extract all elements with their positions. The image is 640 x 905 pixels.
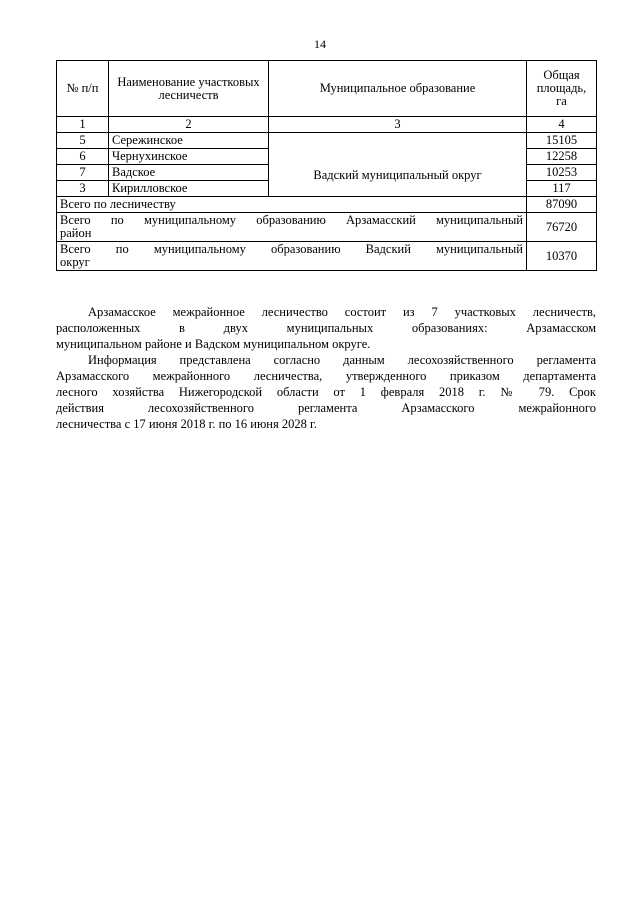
col-number: 3 xyxy=(269,117,527,133)
row-area: 117 xyxy=(527,181,597,197)
table-row xyxy=(57,133,597,149)
row-num: 5 xyxy=(57,133,109,149)
total-label: Всего по лесничеству xyxy=(57,197,527,213)
column-number-row xyxy=(57,117,597,133)
header-area: Общая площадь, га xyxy=(527,61,597,117)
col-number: 2 xyxy=(109,117,269,133)
paragraph-line: лесничества с 17 июня 2018 г. по 16 июня 2028 г. xyxy=(56,417,317,431)
row-num: 7 xyxy=(57,165,109,181)
header-municipality: Муниципальное образование xyxy=(269,61,527,117)
total-value: 87090 xyxy=(527,197,597,213)
paragraph xyxy=(56,304,596,352)
col-number: 1 xyxy=(57,117,109,133)
paragraph-line: муниципальном районе и Вадском муниципальном округе. xyxy=(56,337,371,351)
paragraph-line: Информация представлена согласно данным лесохозяйственного регламента xyxy=(88,353,596,367)
paragraph-line: Арзамасское межрайонное лесничество состоит из 7 участковых лесничеств, xyxy=(88,305,596,319)
row-name: Чернухинское xyxy=(109,149,269,165)
total-row xyxy=(57,242,597,271)
row-name: Кирилловское xyxy=(109,181,269,197)
total-label-line2: район xyxy=(60,226,92,240)
total-row xyxy=(57,213,597,242)
total-row xyxy=(57,197,597,213)
paragraph-line: лесного хозяйства Нижегородской области от 1 февраля 2018 г. № 79. Срок xyxy=(56,385,596,399)
forestry-table xyxy=(56,60,597,271)
row-name: Сережинское xyxy=(109,133,269,149)
paragraph-line: действия лесохозяйственного регламента Арзамасского межрайонного xyxy=(56,401,596,415)
total-label xyxy=(57,213,527,242)
merged-municipality: Вадский муниципальный округ xyxy=(269,133,527,197)
total-label-line1: Всего по муниципальному образованию Арзамасский муниципальный xyxy=(60,213,523,227)
table-header-row xyxy=(57,61,597,117)
row-name: Вадское xyxy=(109,165,269,181)
paragraph-line: расположенных в двух муниципальных образованиях: Арзамасском xyxy=(56,321,596,335)
col-number: 4 xyxy=(527,117,597,133)
header-name: Наименование участковых лесничеств xyxy=(109,61,269,117)
page-number: 14 xyxy=(314,37,326,51)
paragraph-line: Арзамасского межрайонного лесничества, утвержденного приказом департамента xyxy=(56,369,596,383)
total-label-line2: округ xyxy=(60,255,90,269)
row-num: 6 xyxy=(57,149,109,165)
total-label-line1: Всего по муниципальному образованию Вадский муниципальный xyxy=(60,242,523,256)
total-label xyxy=(57,242,527,271)
row-num: 3 xyxy=(57,181,109,197)
header-num: № п/п xyxy=(57,61,109,117)
row-area: 15105 xyxy=(527,133,597,149)
total-value: 76720 xyxy=(527,213,597,242)
row-area: 12258 xyxy=(527,149,597,165)
row-area: 10253 xyxy=(527,165,597,181)
total-value: 10370 xyxy=(527,242,597,271)
paragraph xyxy=(56,352,596,432)
